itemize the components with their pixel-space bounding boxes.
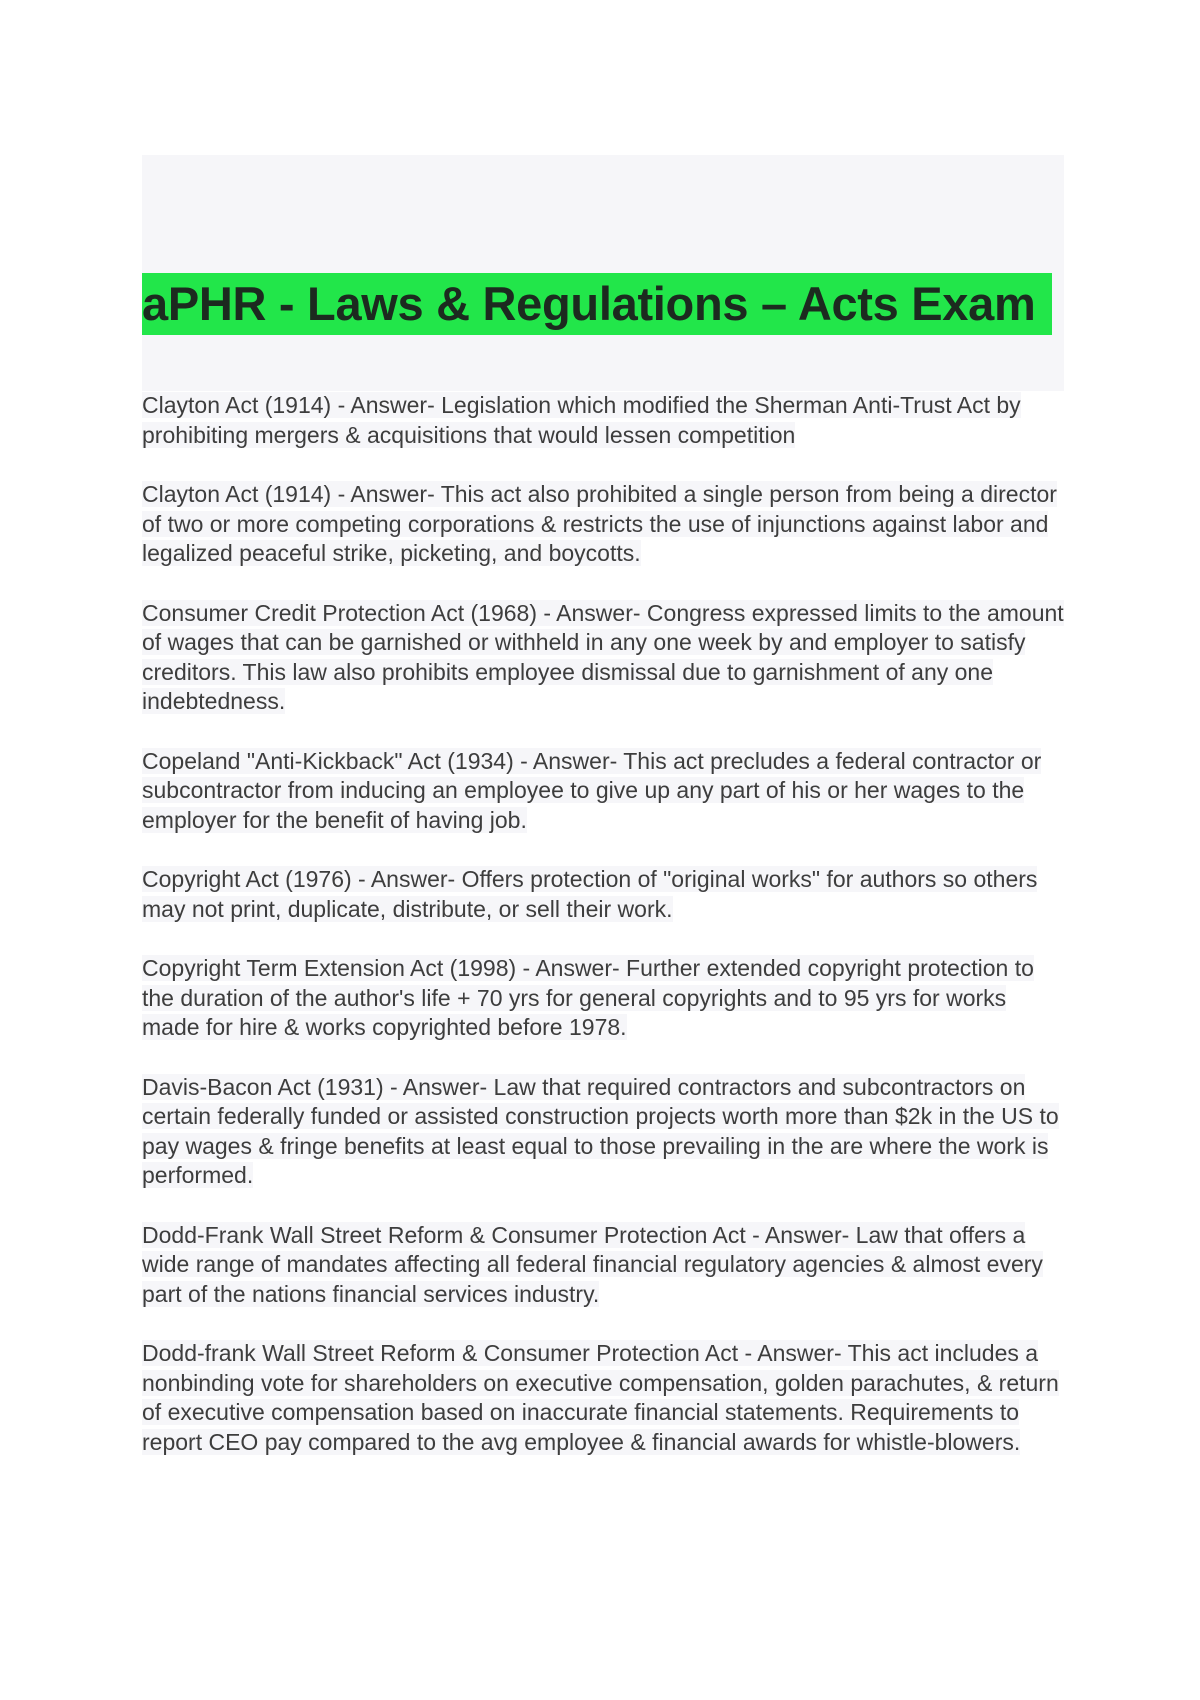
entry-copeland-anti-kickback-act <box>142 747 1064 836</box>
entry-list <box>142 391 1072 1487</box>
entry-text: Consumer Credit Protection Act (1968) - Answer- Congress expressed limits to the amount of wages that can be garnished or withheld in any one week by and employer to satisfy creditors. This law also prohibits employee dismissal due to garnishment of any one indebtedness. <box>142 599 1064 714</box>
entry-text: Copyright Act (1976) - Answer- Offers protection of "original works" for authors so others may not print, duplicate, distribute, or sell their work. <box>142 866 1038 922</box>
entry-dodd-frank-act-1 <box>142 1221 1064 1310</box>
entry-text: Copeland "Anti-Kickback" Act (1934) - Answer- This act precludes a federal contractor or subcontractor from inducing an employee to give up any part of his or her wages to the employer for the benefit of having job. <box>142 747 1042 833</box>
entry-copyright-act <box>142 865 1064 924</box>
entry-davis-bacon-act <box>142 1073 1064 1191</box>
entry-text: Clayton Act (1914) - Answer- This act also prohibited a single person from being a director of two or more competing corporations & restricts the use of injunctions against labor and legalized peaceful strike, picketing, and boycotts. <box>142 481 1057 566</box>
entry-text: Davis-Bacon Act (1931) - Answer- Law that required contractors and subcontractors on certain federally funded or assisted construction projects worth more than $2k in the US to pay wages & fringe benefits at least equal to those prevailing in the are where the work is performed. <box>142 1073 1059 1188</box>
entry-text: Dodd-frank Wall Street Reform & Consumer Protection Act - Answer- This act includes a nonbinding vote for shareholders on executive compensation, golden parachutes, & return of executive compensation based on inaccurate financial statements. Requirements to report CEO pay compared to the avg employee & financial awards for whistle-blowers. <box>142 1340 1059 1455</box>
document-title: aPHR - Laws & Regulations – Acts Exam <box>142 273 1052 335</box>
entry-clayton-act-1 <box>142 391 1064 450</box>
entry-text: Dodd-Frank Wall Street Reform & Consumer Protection Act - Answer- Law that offers a wide range of mandates affecting all federal financial regulatory agencies & almost every part of the nations financial services industry. <box>142 1221 1043 1307</box>
entry-dodd-frank-act-2 <box>142 1339 1064 1457</box>
entry-consumer-credit-protection-act <box>142 599 1064 717</box>
entry-clayton-act-2 <box>142 480 1064 569</box>
entry-text: Copyright Term Extension Act (1998) - Answer- Further extended copyright protection to the duration of the author's life + 70 yrs for general copyrights and to 95 yrs for works made for hire & works copyrighted before 1978. <box>142 955 1034 1040</box>
entry-copyright-term-extension-act <box>142 954 1064 1043</box>
entry-text: Clayton Act (1914) - Answer- Legislation which modified the Sherman Anti-Trust Act by prohibiting mergers & acquisitions that would lessen competition <box>142 392 1021 448</box>
